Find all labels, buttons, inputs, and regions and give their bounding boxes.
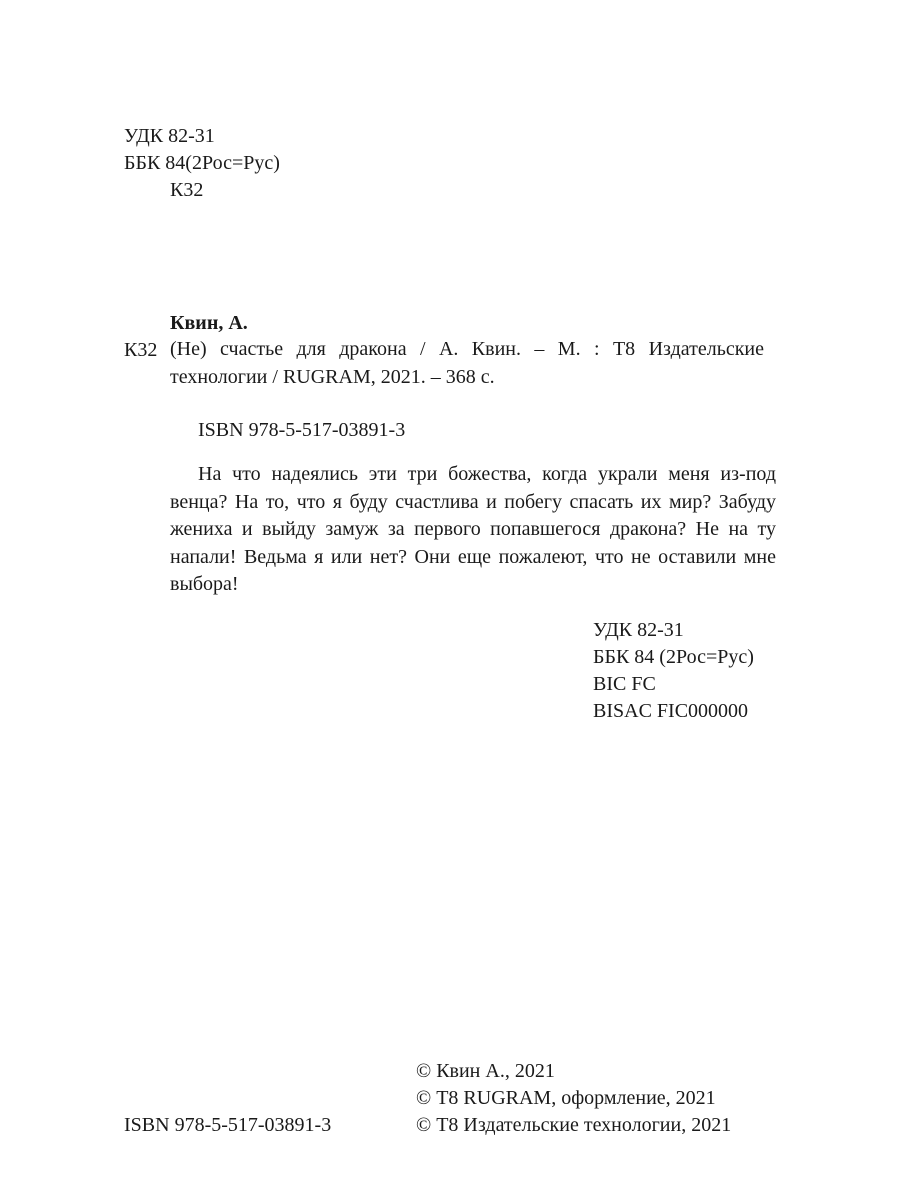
footer-isbn: ISBN 978-5-517-03891-3 (124, 1114, 332, 1136)
header-udk: УДК 82-31 (124, 125, 215, 147)
header-author-mark: К32 (170, 179, 204, 201)
codes-udk: УДК 82-31 (593, 619, 684, 641)
author-heading: Квин, А. (170, 312, 248, 334)
copyright-design: © Т8 RUGRAM, оформление, 2021 (416, 1087, 716, 1109)
annotation-line: венца? На то, что я буду счастлива и побегу спасать их мир? Забуду (170, 490, 776, 513)
catalog-isbn: ISBN 978-5-517-03891-3 (198, 419, 406, 441)
annotation-line: На что надеялись эти три божества, когда украли меня из-под (198, 463, 776, 485)
codes-bic: BIC FC (593, 673, 656, 695)
header-bbk: ББК 84(2Рос=Рус) (124, 152, 280, 174)
codes-bbk: ББК 84 (2Рос=Рус) (593, 646, 754, 668)
annotation-line: выбора! (170, 573, 239, 595)
annotation-paragraph (170, 461, 776, 599)
copyright-author: © Квин А., 2021 (416, 1060, 555, 1082)
annotation-line: напали! Ведьма я или нет? Они еще пожалеют, что не оставили мне (170, 545, 776, 568)
bibliographic-line: (Не) счастье для дракона / А. Квин. – М. : Т8 Издательские (170, 338, 764, 360)
bibliographic-line: технологии / RUGRAM, 2021. – 368 с. (170, 365, 495, 388)
catalog-mark: К32 (124, 339, 158, 361)
annotation-line: жениха и выйду замуж за первого попавшегося дракона? Не на ту (170, 518, 776, 540)
copyright-publisher: © Т8 Издательские технологии, 2021 (416, 1114, 732, 1136)
codes-bisac: BISAC FIC000000 (593, 700, 749, 722)
bibliographic-description (170, 336, 764, 391)
